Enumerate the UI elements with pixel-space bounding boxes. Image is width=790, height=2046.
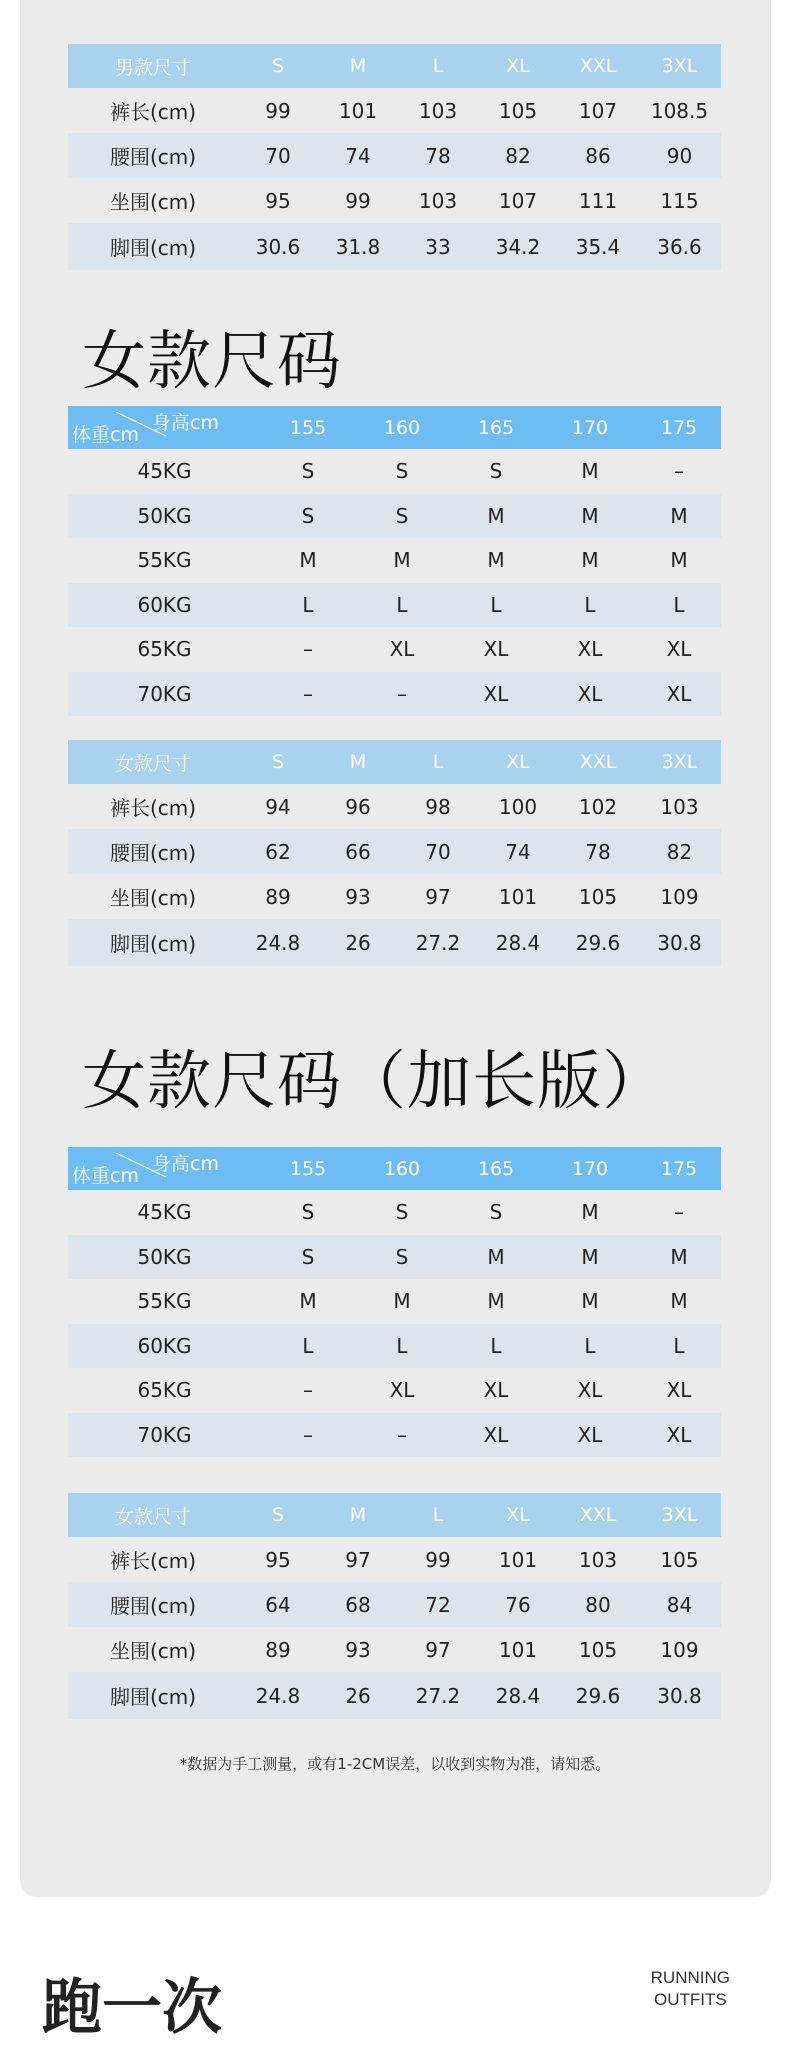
value-cell: 74: [318, 133, 398, 178]
size-cell: L: [637, 1324, 721, 1369]
value-cell: 99: [398, 1537, 478, 1582]
value-cell: 99: [318, 178, 398, 223]
womens-section-title: 女款尺码: [82, 325, 342, 399]
row-weight-cell: 45KG: [68, 449, 261, 494]
size-cell: –: [637, 1190, 721, 1235]
value-cell: 95: [238, 1537, 318, 1582]
size-cell: XL: [355, 627, 449, 672]
corner-header-cell: [68, 406, 261, 449]
table-row: [68, 494, 721, 539]
size-cell: –: [637, 449, 721, 494]
value-cell: 108.5: [638, 88, 721, 133]
size-cell: –: [355, 1413, 449, 1458]
mens-size-table: [68, 44, 721, 270]
table-row: [68, 88, 721, 133]
table-row: [68, 583, 721, 628]
value-cell: 115: [638, 178, 721, 223]
size-cell: XL: [449, 627, 543, 672]
table-row: [68, 1324, 721, 1369]
value-cell: 86: [558, 133, 638, 178]
table-row: [68, 919, 721, 966]
size-cell: XL: [543, 627, 637, 672]
table-row: [68, 1627, 721, 1672]
value-cell: 70: [398, 829, 478, 874]
header-height-cell: 170: [543, 1147, 637, 1190]
size-cell: M: [355, 538, 449, 583]
size-cell: M: [449, 494, 543, 539]
size-cell: XL: [637, 1413, 721, 1458]
table-row: [68, 627, 721, 672]
size-cell: L: [449, 583, 543, 628]
value-cell: 107: [478, 178, 558, 223]
value-cell: 95: [238, 178, 318, 223]
value-cell: 36.6: [638, 223, 721, 270]
row-label-cell: 裤长(cm): [68, 784, 238, 829]
corner-header-cell: [68, 1147, 261, 1190]
header-label-cell: 女款尺寸: [68, 740, 238, 784]
value-cell: 105: [558, 874, 638, 919]
size-cell: S: [261, 449, 355, 494]
size-cell: XL: [637, 1368, 721, 1413]
row-label-cell: 腰围(cm): [68, 1582, 238, 1627]
value-cell: 82: [478, 133, 558, 178]
row-label-cell: 脚围(cm): [68, 1672, 238, 1719]
row-weight-cell: 50KG: [68, 494, 261, 539]
size-cell: M: [637, 538, 721, 583]
size-cell: XL: [543, 1368, 637, 1413]
row-weight-cell: 50KG: [68, 1235, 261, 1280]
header-size-cell: 3XL: [638, 740, 721, 784]
corner-height-label: 身高cm: [152, 412, 219, 434]
size-cell: XL: [355, 1368, 449, 1413]
size-cell: L: [355, 1324, 449, 1369]
size-cell: M: [543, 494, 637, 539]
header-size-cell: XXL: [558, 1493, 638, 1537]
size-cell: M: [449, 1279, 543, 1324]
header-height-cell: 175: [637, 406, 721, 449]
size-cell: M: [543, 1279, 637, 1324]
value-cell: 109: [638, 1627, 721, 1672]
header-size-cell: 3XL: [638, 1493, 721, 1537]
table-row: [68, 538, 721, 583]
table-row: [68, 672, 721, 717]
value-cell: 94: [238, 784, 318, 829]
size-cell: XL: [543, 1413, 637, 1458]
value-cell: 80: [558, 1582, 638, 1627]
header-size-cell: M: [318, 740, 398, 784]
header-height-cell: 165: [449, 406, 543, 449]
header-size-cell: L: [398, 1493, 478, 1537]
value-cell: 64: [238, 1582, 318, 1627]
value-cell: 33: [398, 223, 478, 270]
value-cell: 66: [318, 829, 398, 874]
row-label-cell: 腰围(cm): [68, 829, 238, 874]
value-cell: 28.4: [478, 1672, 558, 1719]
row-weight-cell: 55KG: [68, 538, 261, 583]
header-label-cell: 女款尺寸: [68, 1493, 238, 1537]
row-weight-cell: 55KG: [68, 1279, 261, 1324]
value-cell: 78: [398, 133, 478, 178]
size-cell: S: [261, 494, 355, 539]
size-cell: XL: [449, 672, 543, 717]
value-cell: 29.6: [558, 1672, 638, 1719]
size-cell: S: [449, 449, 543, 494]
value-cell: 27.2: [398, 1672, 478, 1719]
table-header-row: [68, 1493, 721, 1537]
size-cell: S: [355, 494, 449, 539]
table-row: [68, 1413, 721, 1458]
row-label-cell: 脚围(cm): [68, 223, 238, 270]
size-cell: S: [355, 1235, 449, 1280]
brand-subtitle-line2: OUTFITS: [653, 1990, 727, 2009]
corner-weight-label: 体重cm: [72, 424, 139, 446]
header-size-cell: M: [318, 1493, 398, 1537]
table-header-row: [68, 406, 721, 449]
row-label-cell: 坐围(cm): [68, 874, 238, 919]
size-cell: –: [261, 1368, 355, 1413]
value-cell: 109: [638, 874, 721, 919]
value-cell: 72: [398, 1582, 478, 1627]
size-cell: –: [261, 1413, 355, 1458]
value-cell: 101: [478, 1627, 558, 1672]
header-size-cell: L: [398, 44, 478, 88]
header-size-cell: S: [238, 740, 318, 784]
value-cell: 68: [318, 1582, 398, 1627]
brand-subtitle: [651, 1967, 730, 2011]
value-cell: 93: [318, 874, 398, 919]
value-cell: 26: [318, 919, 398, 966]
size-cell: S: [261, 1190, 355, 1235]
value-cell: 97: [318, 1537, 398, 1582]
size-cell: XL: [449, 1413, 543, 1458]
value-cell: 98: [398, 784, 478, 829]
table-header-row: [68, 44, 721, 88]
value-cell: 90: [638, 133, 721, 178]
table-row: [68, 784, 721, 829]
row-label-cell: 腰围(cm): [68, 133, 238, 178]
row-weight-cell: 65KG: [68, 627, 261, 672]
size-cell: S: [355, 1190, 449, 1235]
value-cell: 101: [318, 88, 398, 133]
value-cell: 78: [558, 829, 638, 874]
size-cell: –: [261, 672, 355, 717]
brand-title: 跑一次: [42, 1973, 222, 2043]
value-cell: 62: [238, 829, 318, 874]
value-cell: 103: [558, 1537, 638, 1582]
size-cell: M: [543, 538, 637, 583]
value-cell: 28.4: [478, 919, 558, 966]
size-cell: M: [261, 538, 355, 583]
womens-long-weight-height-table: [68, 1147, 721, 1457]
table-row: [68, 449, 721, 494]
table-row: [68, 178, 721, 223]
corner-weight-label: 体重cm: [72, 1165, 139, 1187]
header-height-cell: 160: [355, 1147, 449, 1190]
value-cell: 103: [398, 88, 478, 133]
value-cell: 99: [238, 88, 318, 133]
measurement-note: *数据为手工测量，或有1-2CM误差，以收到实物为准，请知悉。: [179, 1755, 611, 1773]
size-cell: M: [637, 494, 721, 539]
table-row: [68, 874, 721, 919]
value-cell: 93: [318, 1627, 398, 1672]
value-cell: 105: [638, 1537, 721, 1582]
value-cell: 105: [478, 88, 558, 133]
row-label-cell: 坐围(cm): [68, 178, 238, 223]
header-height-cell: 175: [637, 1147, 721, 1190]
womens-weight-height-table: [68, 406, 721, 716]
row-weight-cell: 60KG: [68, 583, 261, 628]
header-height-cell: 155: [261, 406, 355, 449]
value-cell: 24.8: [238, 919, 318, 966]
size-cell: S: [449, 1190, 543, 1235]
womens-long-size-table: [68, 1493, 721, 1719]
header-height-cell: 155: [261, 1147, 355, 1190]
row-label-cell: 裤长(cm): [68, 1537, 238, 1582]
header-size-cell: S: [238, 44, 318, 88]
size-cell: L: [449, 1324, 543, 1369]
value-cell: 76: [478, 1582, 558, 1627]
value-cell: 103: [638, 784, 721, 829]
value-cell: 103: [398, 178, 478, 223]
value-cell: 30.8: [638, 1672, 721, 1719]
size-cell: L: [355, 583, 449, 628]
table-row: [68, 133, 721, 178]
header-size-cell: 3XL: [638, 44, 721, 88]
header-size-cell: S: [238, 1493, 318, 1537]
table-row: [68, 223, 721, 270]
size-cell: M: [637, 1279, 721, 1324]
size-cell: M: [355, 1279, 449, 1324]
size-cell: XL: [543, 672, 637, 717]
size-cell: M: [543, 1190, 637, 1235]
womens-long-section-title: 女款尺码（加长版）: [82, 1045, 667, 1119]
value-cell: 34.2: [478, 223, 558, 270]
value-cell: 100: [478, 784, 558, 829]
value-cell: 30.8: [638, 919, 721, 966]
value-cell: 29.6: [558, 919, 638, 966]
womens-size-table: [68, 740, 721, 966]
table-row: [68, 1582, 721, 1627]
value-cell: 101: [478, 1537, 558, 1582]
header-size-cell: XL: [478, 740, 558, 784]
size-cell: M: [637, 1235, 721, 1280]
header-size-cell: M: [318, 44, 398, 88]
size-cell: M: [449, 1235, 543, 1280]
value-cell: 97: [398, 1627, 478, 1672]
value-cell: 74: [478, 829, 558, 874]
header-height-cell: 165: [449, 1147, 543, 1190]
size-cell: M: [449, 538, 543, 583]
table-row: [68, 1368, 721, 1413]
value-cell: 97: [398, 874, 478, 919]
size-cell: L: [543, 583, 637, 628]
row-weight-cell: 65KG: [68, 1368, 261, 1413]
table-row: [68, 1235, 721, 1280]
header-height-cell: 160: [355, 406, 449, 449]
header-size-cell: XL: [478, 1493, 558, 1537]
size-cell: M: [543, 1235, 637, 1280]
table-row: [68, 1672, 721, 1719]
header-size-cell: L: [398, 740, 478, 784]
row-label-cell: 裤长(cm): [68, 88, 238, 133]
value-cell: 26: [318, 1672, 398, 1719]
table-row: [68, 1279, 721, 1324]
size-cell: L: [637, 583, 721, 628]
row-weight-cell: 70KG: [68, 672, 261, 717]
value-cell: 27.2: [398, 919, 478, 966]
value-cell: 101: [478, 874, 558, 919]
size-cell: XL: [637, 672, 721, 717]
size-cell: M: [261, 1279, 355, 1324]
table-header-row: [68, 1147, 721, 1190]
value-cell: 30.6: [238, 223, 318, 270]
row-weight-cell: 45KG: [68, 1190, 261, 1235]
header-label-cell: 男款尺寸: [68, 44, 238, 88]
size-cell: XL: [637, 627, 721, 672]
size-cell: –: [355, 672, 449, 717]
value-cell: 102: [558, 784, 638, 829]
size-cell: L: [261, 1324, 355, 1369]
table-row: [68, 829, 721, 874]
table-row: [68, 1190, 721, 1235]
value-cell: 107: [558, 88, 638, 133]
value-cell: 111: [558, 178, 638, 223]
table-row: [68, 1537, 721, 1582]
size-cell: M: [543, 449, 637, 494]
value-cell: 89: [238, 1627, 318, 1672]
value-cell: 89: [238, 874, 318, 919]
value-cell: 70: [238, 133, 318, 178]
table-header-row: [68, 740, 721, 784]
size-cell: L: [261, 583, 355, 628]
header-size-cell: XL: [478, 44, 558, 88]
row-weight-cell: 60KG: [68, 1324, 261, 1369]
value-cell: 24.8: [238, 1672, 318, 1719]
value-cell: 82: [638, 829, 721, 874]
value-cell: 96: [318, 784, 398, 829]
size-cell: L: [543, 1324, 637, 1369]
brand-subtitle-line1: RUNNING: [650, 1968, 730, 1987]
size-cell: XL: [449, 1368, 543, 1413]
row-label-cell: 坐围(cm): [68, 1627, 238, 1672]
corner-height-label: 身高cm: [152, 1153, 219, 1175]
row-weight-cell: 70KG: [68, 1413, 261, 1458]
value-cell: 84: [638, 1582, 721, 1627]
value-cell: 105: [558, 1627, 638, 1672]
row-label-cell: 脚围(cm): [68, 919, 238, 966]
header-size-cell: XXL: [558, 740, 638, 784]
header-size-cell: XXL: [558, 44, 638, 88]
header-height-cell: 170: [543, 406, 637, 449]
value-cell: 35.4: [558, 223, 638, 270]
size-cell: S: [355, 449, 449, 494]
size-cell: –: [261, 627, 355, 672]
size-cell: S: [261, 1235, 355, 1280]
value-cell: 31.8: [318, 223, 398, 270]
